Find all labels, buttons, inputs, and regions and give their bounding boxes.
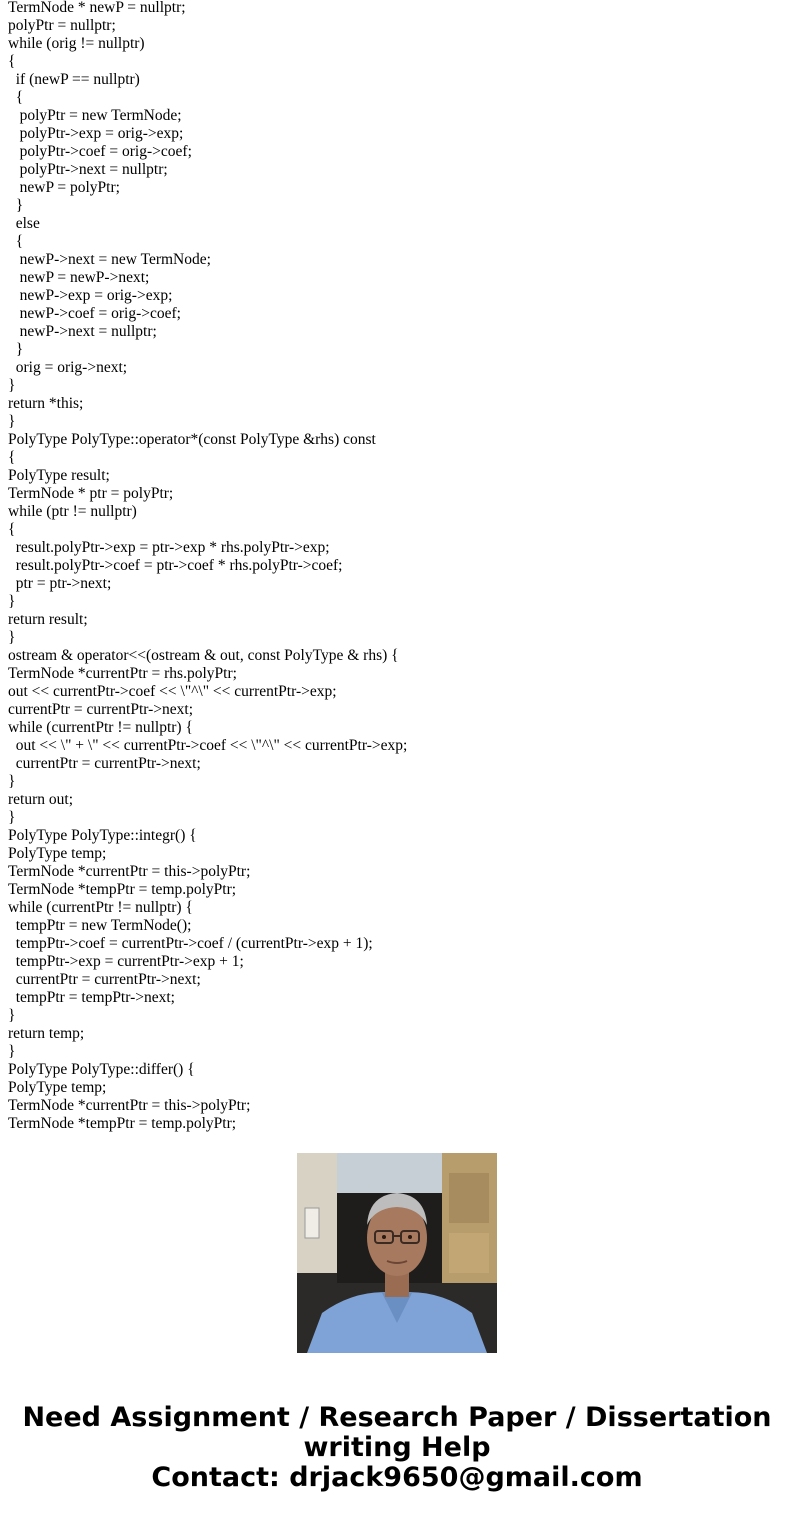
code-line: } bbox=[8, 773, 16, 790]
code-line: } bbox=[8, 341, 24, 358]
code-line: PolyType PolyType::operator*(const PolyType &rhs) const bbox=[8, 431, 376, 448]
code-line: out << \" + \" << currentPtr->coef << \"^\" << currentPtr->exp; bbox=[8, 737, 408, 754]
code-line: tempPtr = new TermNode(); bbox=[8, 917, 192, 934]
code-line: TermNode * newP = nullptr; bbox=[8, 0, 186, 16]
code-listing bbox=[8, 0, 407, 1133]
code-line: result.polyPtr->exp = ptr->exp * rhs.polyPtr->exp; bbox=[8, 539, 330, 556]
code-line: result.polyPtr->coef = ptr->coef * rhs.polyPtr->coef; bbox=[8, 557, 343, 574]
code-line: PolyType PolyType::differ() { bbox=[8, 1061, 195, 1078]
person-photo-icon bbox=[297, 1153, 497, 1353]
code-line: } bbox=[8, 593, 16, 610]
code-line: while (currentPtr != nullptr) { bbox=[8, 899, 193, 916]
promo-line-1: Need Assignment / Research Paper / Dissertation bbox=[22, 1402, 772, 1433]
code-line: out << currentPtr->coef << \"^\" << currentPtr->exp; bbox=[8, 683, 337, 700]
code-line: currentPtr = currentPtr->next; bbox=[8, 971, 201, 988]
code-line: currentPtr = currentPtr->next; bbox=[8, 701, 194, 718]
code-line: } bbox=[8, 629, 16, 646]
author-avatar bbox=[297, 1153, 497, 1353]
code-line: polyPtr = nullptr; bbox=[8, 17, 116, 34]
code-line: while (ptr != nullptr) bbox=[8, 503, 137, 520]
promo-line-2: writing Help bbox=[303, 1432, 491, 1463]
code-line: } bbox=[8, 413, 16, 430]
code-line: else bbox=[8, 215, 40, 232]
code-line: PolyType result; bbox=[8, 467, 110, 484]
code-line: return out; bbox=[8, 791, 73, 808]
code-line: while (currentPtr != nullptr) { bbox=[8, 719, 193, 736]
code-line: tempPtr->coef = currentPtr->coef / (currentPtr->exp + 1); bbox=[8, 935, 373, 952]
code-line: } bbox=[8, 809, 16, 826]
code-line: polyPtr = new TermNode; bbox=[8, 107, 182, 124]
code-line: newP->coef = orig->coef; bbox=[8, 305, 181, 322]
code-line: TermNode *currentPtr = this->polyPtr; bbox=[8, 1097, 251, 1114]
code-line: { bbox=[8, 89, 24, 106]
code-line: { bbox=[8, 449, 16, 466]
code-line: PolyType temp; bbox=[8, 845, 107, 862]
code-line: PolyType PolyType::integr() { bbox=[8, 827, 197, 844]
code-line: tempPtr = tempPtr->next; bbox=[8, 989, 175, 1006]
code-line: while (orig != nullptr) bbox=[8, 35, 145, 52]
code-line: newP->next = new TermNode; bbox=[8, 251, 211, 268]
code-line: TermNode *currentPtr = rhs.polyPtr; bbox=[8, 665, 237, 682]
code-line: tempPtr->exp = currentPtr->exp + 1; bbox=[8, 953, 244, 970]
code-line: newP->exp = orig->exp; bbox=[8, 287, 173, 304]
code-line: polyPtr->next = nullptr; bbox=[8, 161, 168, 178]
code-line: orig = orig->next; bbox=[8, 359, 128, 376]
code-line: TermNode * ptr = polyPtr; bbox=[8, 485, 174, 502]
code-line: newP = polyPtr; bbox=[8, 179, 120, 196]
code-line: polyPtr->exp = orig->exp; bbox=[8, 125, 184, 142]
code-line: { bbox=[8, 233, 24, 250]
code-line: } bbox=[8, 197, 24, 214]
promo-banner bbox=[0, 1403, 794, 1493]
code-line: } bbox=[8, 377, 16, 394]
code-line: } bbox=[8, 1007, 16, 1024]
promo-contact: Contact: drjack9650@gmail.com bbox=[151, 1462, 643, 1493]
code-line: TermNode *tempPtr = temp.polyPtr; bbox=[8, 1115, 237, 1132]
code-line: if (newP == nullptr) bbox=[8, 71, 140, 88]
code-line: polyPtr->coef = orig->coef; bbox=[8, 143, 192, 160]
code-line: { bbox=[8, 521, 16, 538]
code-line: return result; bbox=[8, 611, 88, 628]
code-line: return temp; bbox=[8, 1025, 85, 1042]
code-line: ostream & operator<<(ostream & out, const PolyType & rhs) { bbox=[8, 647, 399, 664]
code-line: PolyType temp; bbox=[8, 1079, 107, 1096]
code-line: { bbox=[8, 53, 16, 70]
code-line: newP->next = nullptr; bbox=[8, 323, 157, 340]
code-line: newP = newP->next; bbox=[8, 269, 150, 286]
code-line: return *this; bbox=[8, 395, 84, 412]
code-line: TermNode *tempPtr = temp.polyPtr; bbox=[8, 881, 237, 898]
code-line: currentPtr = currentPtr->next; bbox=[8, 755, 201, 772]
code-line: TermNode *currentPtr = this->polyPtr; bbox=[8, 863, 251, 880]
code-line: ptr = ptr->next; bbox=[8, 575, 112, 592]
code-line: } bbox=[8, 1043, 16, 1060]
